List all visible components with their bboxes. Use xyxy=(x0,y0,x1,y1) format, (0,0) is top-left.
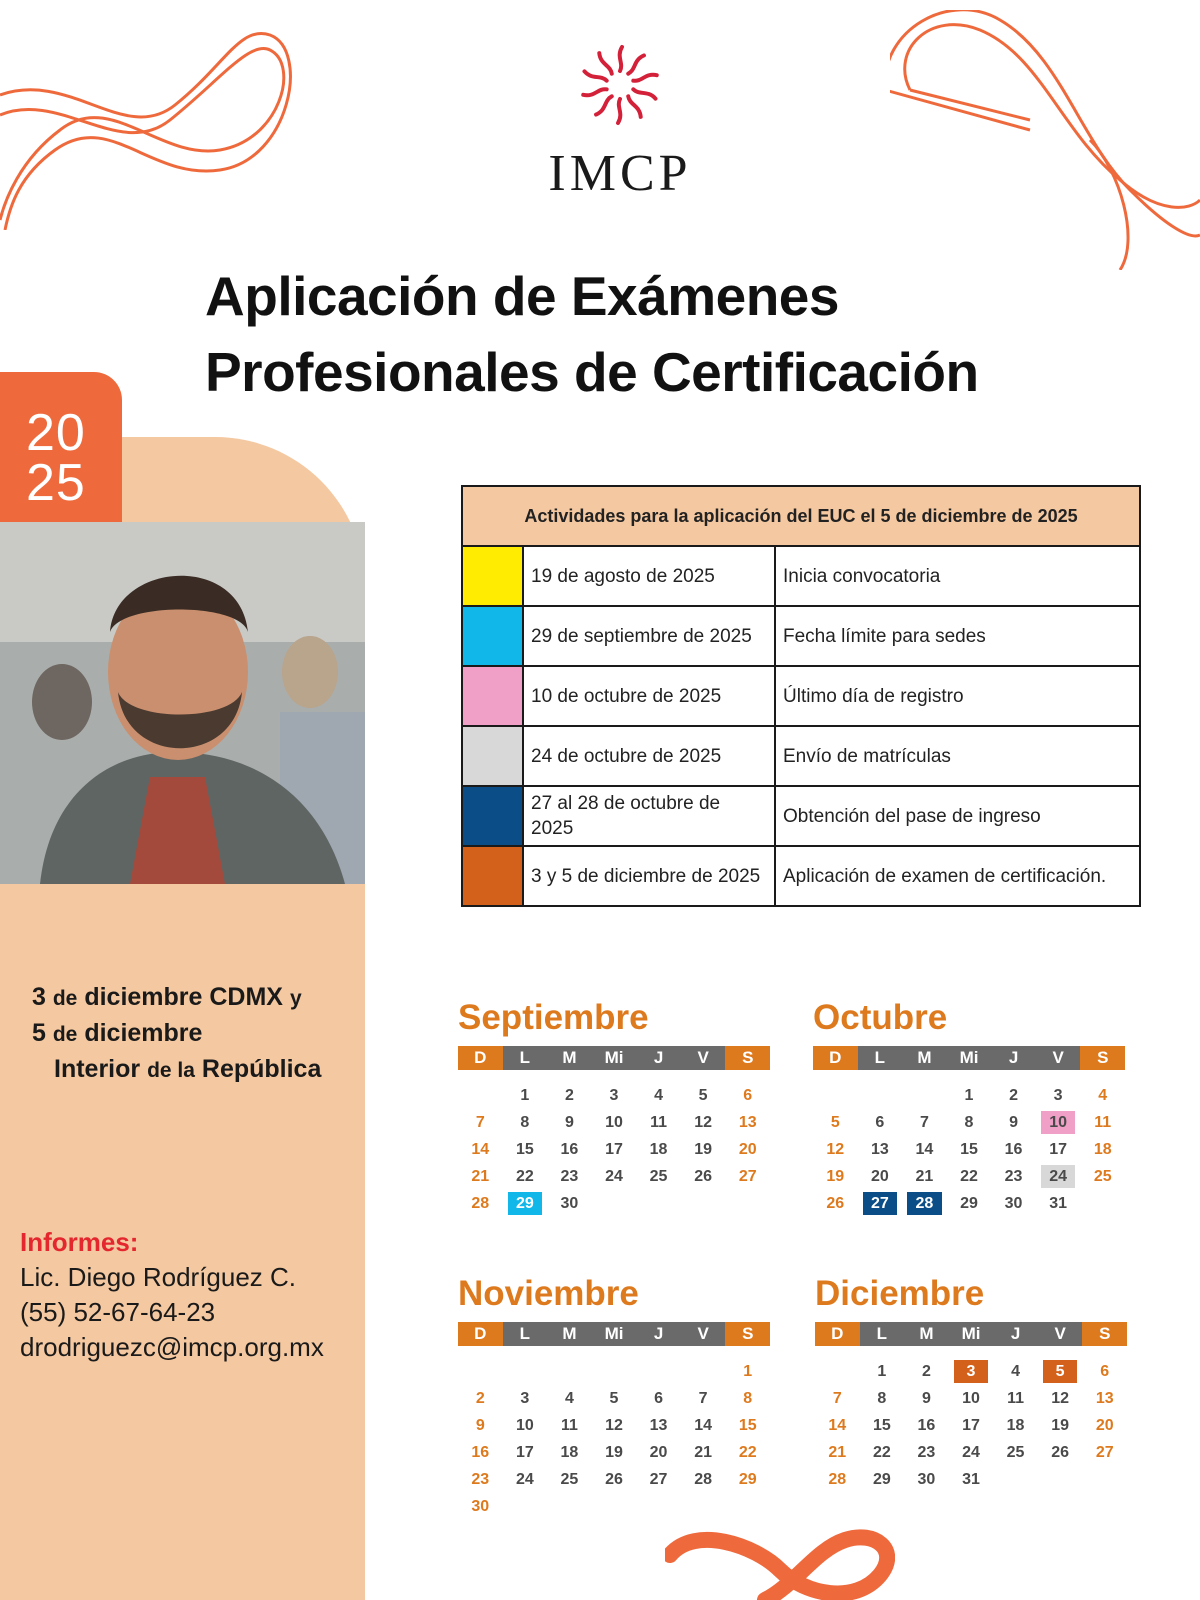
calendar-day: 21 xyxy=(471,1168,490,1185)
activity-color-swatch xyxy=(462,786,523,846)
weekday-label: Mi xyxy=(947,1046,992,1070)
calendar-empty-cell xyxy=(592,1360,637,1383)
calendar-day: 12 xyxy=(826,1141,845,1158)
calendar-day: 4 xyxy=(564,1390,574,1407)
calendar-day: 16 xyxy=(471,1444,490,1461)
weekday-label: S xyxy=(1082,1322,1127,1346)
calendar-day: 31 xyxy=(1049,1195,1068,1212)
calendar-day: 20 xyxy=(870,1168,889,1185)
calendar-day: 18 xyxy=(1093,1141,1112,1158)
calendar-day: 6 xyxy=(875,1114,885,1131)
activity-description: Fecha límite para sedes xyxy=(775,606,1140,666)
calendar-day: 2 xyxy=(921,1363,931,1380)
contact-email[interactable]: drodriguezc@imcp.org.mx xyxy=(20,1332,324,1362)
activity-description: Obtención del pase de ingreso xyxy=(775,786,1140,846)
calendar-empty-cell xyxy=(858,1084,903,1107)
calendar-day: 21 xyxy=(828,1444,847,1461)
calendar-day: 20 xyxy=(738,1141,757,1158)
calendar-weekday-header xyxy=(815,1322,1127,1346)
calendar-day-highlighted: 24 xyxy=(1041,1165,1076,1188)
calendar-day: 22 xyxy=(960,1168,978,1185)
calendar-day: 25 xyxy=(1006,1444,1025,1461)
calendar-day: 28 xyxy=(471,1195,490,1212)
calendar-day: 24 xyxy=(605,1168,623,1185)
calendar-day: 17 xyxy=(515,1444,534,1461)
calendar-day: 1 xyxy=(877,1363,887,1380)
calendar-day: 13 xyxy=(649,1417,668,1434)
calendar-day: 5 xyxy=(830,1114,840,1131)
calendar-day: 20 xyxy=(649,1444,668,1461)
weekday-label: S xyxy=(725,1046,770,1070)
calendar-weekday-header xyxy=(458,1046,770,1070)
calendar-day: 28 xyxy=(828,1471,847,1488)
calendar-day: 6 xyxy=(654,1390,664,1407)
calendar-day: 14 xyxy=(471,1141,490,1158)
weekday-label: J xyxy=(991,1046,1036,1070)
calendar-empty-cell xyxy=(902,1084,947,1107)
calendar-day: 10 xyxy=(515,1417,534,1434)
calendar-day: 23 xyxy=(917,1444,936,1461)
calendar-day: 11 xyxy=(1007,1390,1025,1407)
weekday-label: M xyxy=(902,1046,947,1070)
calendar-empty-cell xyxy=(547,1360,592,1383)
calendar-day: 7 xyxy=(698,1390,708,1407)
calendar-day: 17 xyxy=(605,1141,623,1158)
calendar-day: 13 xyxy=(1095,1390,1114,1407)
calendar-day: 4 xyxy=(1098,1087,1108,1104)
year-label: 20 25 xyxy=(26,404,86,512)
weekday-label: V xyxy=(681,1046,726,1070)
calendar-month-title: Diciembre xyxy=(815,1274,985,1313)
contact-info xyxy=(20,1225,324,1365)
activity-row xyxy=(462,606,1140,666)
calendar-day: 27 xyxy=(1095,1444,1114,1461)
calendar-day: 18 xyxy=(560,1444,579,1461)
title-line-1: Aplicación de Exámenes xyxy=(205,265,839,327)
weekday-label: S xyxy=(1080,1046,1125,1070)
calendar-day: 23 xyxy=(471,1471,490,1488)
activities-table-header: Actividades para la aplicación del EUC el 5 de diciembre de 2025 xyxy=(462,486,1140,546)
weekday-label: M xyxy=(547,1046,592,1070)
activity-row xyxy=(462,726,1140,786)
calendar-day: 31 xyxy=(962,1471,980,1488)
calendar-empty-cell xyxy=(815,1360,860,1383)
calendar-day: 16 xyxy=(560,1141,579,1158)
weekday-label: S xyxy=(725,1322,770,1346)
calendar-day: 30 xyxy=(1004,1195,1023,1212)
calendar-month-title: Noviembre xyxy=(458,1274,639,1313)
activity-date: 27 al 28 de octubre de 2025 xyxy=(523,786,775,846)
calendar-day: 14 xyxy=(694,1417,713,1434)
exam-dates-summary: 3 de diciembre CDMX y 5 de diciembre Interior de la República xyxy=(32,983,322,1083)
calendar-weekday-header xyxy=(458,1322,770,1346)
activity-row xyxy=(462,666,1140,726)
calendar-day: 8 xyxy=(964,1114,974,1131)
calendar-day: 30 xyxy=(471,1498,490,1515)
calendar-month-title: Octubre xyxy=(813,998,948,1037)
calendar-day: 26 xyxy=(694,1168,713,1185)
photo-illustration xyxy=(0,522,365,884)
weekday-label: L xyxy=(503,1046,548,1070)
candidate-photo xyxy=(0,522,365,884)
contact-phone: (55) 52-67-64-23 xyxy=(20,1297,216,1327)
calendar-september xyxy=(458,996,770,1215)
calendar-day: 19 xyxy=(826,1168,845,1185)
calendar-day: 2 xyxy=(475,1390,485,1407)
calendar-empty-cell xyxy=(681,1360,726,1383)
weekday-label: M xyxy=(547,1322,592,1346)
calendar-day: 6 xyxy=(1100,1363,1110,1380)
weekday-label: Mi xyxy=(592,1046,637,1070)
infinity-ribbon-top-right xyxy=(890,10,1200,270)
logo-wordmark: IMCP xyxy=(548,145,692,202)
calendar-november xyxy=(458,1272,770,1518)
calendar-day: 8 xyxy=(877,1390,887,1407)
calendar-day: 7 xyxy=(475,1114,485,1131)
calendar-day: 8 xyxy=(743,1390,753,1407)
calendar-empty-cell xyxy=(636,1360,681,1383)
calendar-october xyxy=(813,996,1125,1215)
calendar-day: 1 xyxy=(964,1087,974,1104)
calendar-day-highlighted: 3 xyxy=(954,1360,989,1383)
calendar-day: 9 xyxy=(921,1390,931,1407)
calendar-day: 3 xyxy=(520,1390,530,1407)
calendar-day: 29 xyxy=(960,1195,978,1212)
calendar-day: 22 xyxy=(872,1444,891,1461)
imcp-logo xyxy=(520,40,720,203)
calendar-day: 18 xyxy=(1006,1417,1025,1434)
contact-label: Informes: xyxy=(20,1227,139,1257)
calendar-december xyxy=(815,1272,1127,1491)
calendar-day: 25 xyxy=(560,1471,579,1488)
calendar-day: 10 xyxy=(962,1390,980,1407)
calendar-day: 12 xyxy=(694,1114,713,1131)
calendar-day: 24 xyxy=(515,1471,534,1488)
calendar-weekday-header xyxy=(813,1046,1125,1070)
calendar-day: 25 xyxy=(649,1168,668,1185)
activity-date: 10 de octubre de 2025 xyxy=(523,666,775,726)
calendar-day: 7 xyxy=(832,1390,842,1407)
calendar-day-highlighted: 29 xyxy=(508,1192,543,1215)
calendar-day: 9 xyxy=(475,1417,485,1434)
calendar-day: 17 xyxy=(962,1417,980,1434)
calendar-day: 2 xyxy=(1009,1087,1019,1104)
calendar-day: 25 xyxy=(1093,1168,1112,1185)
calendar-day: 26 xyxy=(1051,1444,1070,1461)
activity-color-swatch xyxy=(462,846,523,906)
calendar-day: 24 xyxy=(962,1444,980,1461)
activity-date: 3 y 5 de diciembre de 2025 xyxy=(523,846,775,906)
calendar-day-grid xyxy=(813,1084,1125,1215)
calendar-day: 7 xyxy=(919,1114,929,1131)
calendar-day: 5 xyxy=(698,1087,708,1104)
activity-color-swatch xyxy=(462,726,523,786)
calendar-month-title: Septiembre xyxy=(458,998,649,1037)
calendar-day: 21 xyxy=(694,1444,713,1461)
calendar-day: 20 xyxy=(1095,1417,1114,1434)
calendar-day: 1 xyxy=(743,1363,753,1380)
calendar-day: 27 xyxy=(738,1168,757,1185)
infinity-ribbon-bottom xyxy=(665,1525,895,1600)
weekday-label: D xyxy=(813,1046,858,1070)
activity-color-swatch xyxy=(462,546,523,606)
calendar-day: 5 xyxy=(609,1390,619,1407)
weekday-label: J xyxy=(636,1322,681,1346)
calendar-day: 9 xyxy=(564,1114,574,1131)
weekday-label: L xyxy=(860,1322,905,1346)
calendar-day-highlighted: 27 xyxy=(863,1192,898,1215)
calendar-day: 29 xyxy=(872,1471,891,1488)
calendar-day: 9 xyxy=(1009,1114,1019,1131)
calendar-day: 26 xyxy=(826,1195,845,1212)
weekday-label: V xyxy=(681,1322,726,1346)
calendar-day: 22 xyxy=(738,1444,757,1461)
weekday-label: Mi xyxy=(949,1322,994,1346)
calendar-day: 19 xyxy=(605,1444,623,1461)
weekday-label: M xyxy=(904,1322,949,1346)
calendar-day: 15 xyxy=(960,1141,978,1158)
calendar-day: 26 xyxy=(605,1471,623,1488)
calendar-day: 11 xyxy=(560,1417,578,1434)
weekday-label: D xyxy=(458,1322,503,1346)
calendar-day: 3 xyxy=(609,1087,619,1104)
calendar-empty-cell xyxy=(503,1360,548,1383)
calendar-day: 18 xyxy=(649,1141,668,1158)
activity-row xyxy=(462,786,1140,846)
calendar-day: 28 xyxy=(694,1471,713,1488)
page-title xyxy=(205,258,1125,410)
calendar-day: 15 xyxy=(872,1417,891,1434)
activity-date: 29 de septiembre de 2025 xyxy=(523,606,775,666)
calendar-day: 23 xyxy=(1004,1168,1023,1185)
weekday-label: J xyxy=(636,1046,681,1070)
calendar-day: 27 xyxy=(649,1471,668,1488)
calendar-day: 30 xyxy=(560,1195,579,1212)
activity-description: Aplicación de examen de certificación. xyxy=(775,846,1140,906)
calendar-day: 21 xyxy=(915,1168,934,1185)
weekday-label: V xyxy=(1038,1322,1083,1346)
calendar-day: 4 xyxy=(1011,1363,1021,1380)
calendar-day-grid xyxy=(458,1084,770,1215)
calendar-day: 13 xyxy=(870,1141,889,1158)
weekday-label: L xyxy=(858,1046,903,1070)
calendar-day: 14 xyxy=(915,1141,934,1158)
calendar-empty-cell xyxy=(458,1360,503,1383)
weekday-label: L xyxy=(503,1322,548,1346)
calendar-day: 16 xyxy=(917,1417,936,1434)
calendar-day: 13 xyxy=(738,1114,757,1131)
calendar-day: 14 xyxy=(828,1417,847,1434)
activity-row xyxy=(462,546,1140,606)
calendar-empty-cell xyxy=(458,1084,503,1107)
calendar-empty-cell xyxy=(813,1084,858,1107)
calendar-day: 3 xyxy=(1053,1087,1063,1104)
weekday-label: Mi xyxy=(592,1322,637,1346)
calendar-day: 19 xyxy=(694,1141,713,1158)
calendar-day: 16 xyxy=(1004,1141,1023,1158)
calendar-day-highlighted: 5 xyxy=(1043,1360,1078,1383)
calendar-day-highlighted: 28 xyxy=(907,1192,942,1215)
calendar-day-grid xyxy=(815,1360,1127,1491)
calendar-day: 12 xyxy=(605,1417,623,1434)
activity-date: 24 de octubre de 2025 xyxy=(523,726,775,786)
calendar-day: 8 xyxy=(520,1114,530,1131)
calendar-day: 10 xyxy=(605,1114,623,1131)
calendar-day: 1 xyxy=(520,1087,530,1104)
calendar-day: 11 xyxy=(1094,1114,1112,1131)
calendar-day-grid xyxy=(458,1360,770,1518)
weekday-label: J xyxy=(993,1322,1038,1346)
calendar-day: 29 xyxy=(738,1471,757,1488)
calendar-day: 17 xyxy=(1049,1141,1068,1158)
activity-color-swatch xyxy=(462,666,523,726)
calendar-day: 15 xyxy=(515,1141,534,1158)
logo-mark-icon xyxy=(575,40,665,130)
calendar-day: 22 xyxy=(515,1168,534,1185)
calendar-day: 15 xyxy=(738,1417,757,1434)
infinity-ribbon-top-left xyxy=(0,20,300,230)
calendar-day-highlighted: 10 xyxy=(1041,1111,1076,1134)
title-line-2: Profesionales de Certificación xyxy=(205,341,979,403)
activity-description: Inicia convocatoria xyxy=(775,546,1140,606)
weekday-label: D xyxy=(458,1046,503,1070)
calendar-day: 2 xyxy=(564,1087,574,1104)
calendar-day: 19 xyxy=(1051,1417,1070,1434)
activities-table xyxy=(461,485,1141,907)
calendar-day: 6 xyxy=(743,1087,753,1104)
activity-row xyxy=(462,846,1140,906)
calendar-day: 23 xyxy=(560,1168,579,1185)
activity-color-swatch xyxy=(462,606,523,666)
activity-date: 19 de agosto de 2025 xyxy=(523,546,775,606)
calendar-day: 12 xyxy=(1051,1390,1070,1407)
calendar-day: 4 xyxy=(654,1087,664,1104)
activity-description: Último día de registro xyxy=(775,666,1140,726)
calendar-day: 11 xyxy=(650,1114,668,1131)
weekday-label: V xyxy=(1036,1046,1081,1070)
activity-description: Envío de matrículas xyxy=(775,726,1140,786)
contact-name: Lic. Diego Rodríguez C. xyxy=(20,1262,297,1292)
calendar-day: 30 xyxy=(917,1471,936,1488)
weekday-label: D xyxy=(815,1322,860,1346)
